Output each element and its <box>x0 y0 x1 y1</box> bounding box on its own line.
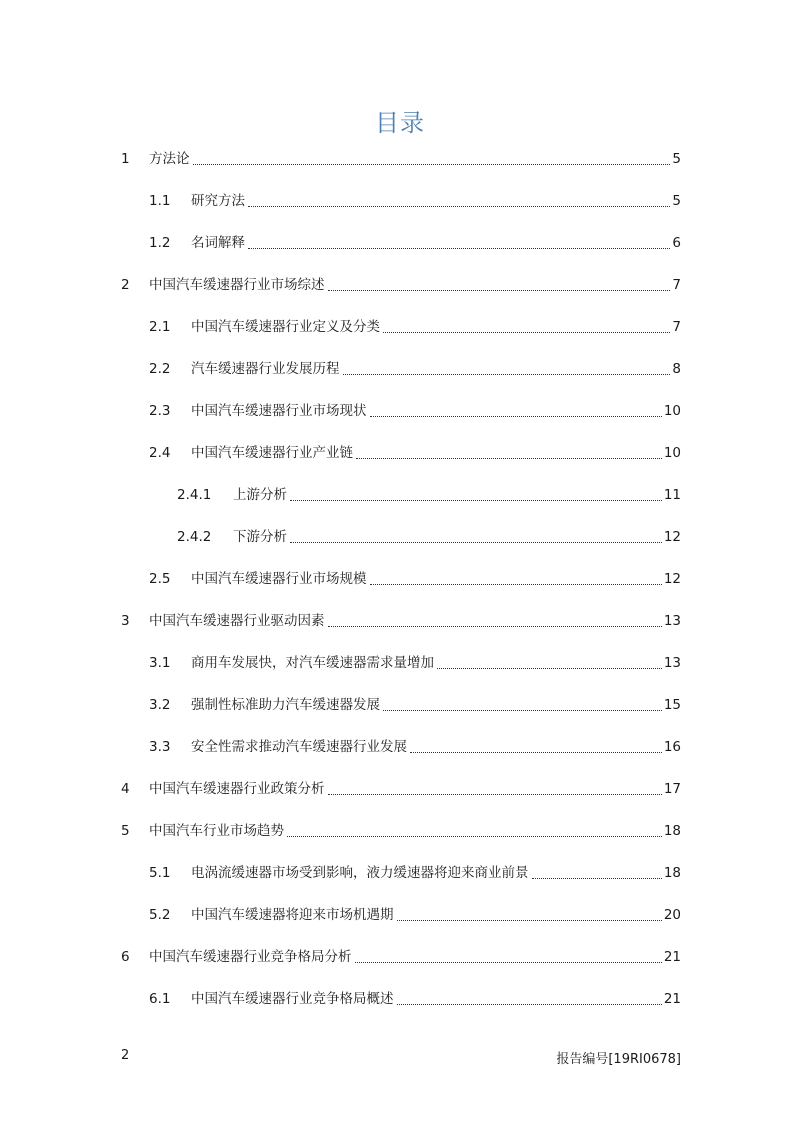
toc-entry-number: 5.1 <box>149 865 171 882</box>
toc-entry-label: 安全性需求推动汽车缓速器行业发展 <box>191 739 407 756</box>
toc-dot-leader <box>290 541 662 543</box>
toc-entry-6[interactable] <box>121 937 681 979</box>
toc-entry-number: 3.3 <box>149 739 171 756</box>
toc-dot-leader <box>287 835 662 837</box>
toc-title: 目录 <box>375 109 425 137</box>
toc-entry-page: 18 <box>663 823 681 840</box>
toc-dot-leader <box>383 709 662 711</box>
toc-entry-2-4-1[interactable] <box>121 475 681 517</box>
toc-entry-number: 2.1 <box>149 319 171 336</box>
toc-entry-page: 12 <box>663 571 681 588</box>
toc-entry-1[interactable] <box>121 139 681 181</box>
toc-entry-page: 7 <box>672 277 681 294</box>
toc-dot-leader <box>370 583 662 585</box>
toc-entry-2-4[interactable] <box>121 433 681 475</box>
footer-report-id: 报告编号[19RI0678] <box>556 1052 681 1067</box>
toc-entry-number: 1.2 <box>149 235 171 252</box>
toc-entry-label: 方法论 <box>149 151 190 168</box>
toc-entry-number: 2.5 <box>149 571 171 588</box>
toc-entry-label: 中国汽车缓速器行业驱动因素 <box>149 613 325 630</box>
toc-entry-number: 3.2 <box>149 697 171 714</box>
toc-entry-label: 商用车发展快，对汽车缓速器需求量增加 <box>191 655 434 672</box>
toc-entry-6-1[interactable] <box>121 979 681 1021</box>
toc-entry-5[interactable] <box>121 811 681 853</box>
toc-entry-label: 中国汽车缓速器行业竞争格局概述 <box>191 991 394 1008</box>
toc-dot-leader <box>437 667 662 669</box>
toc-entry-label: 中国汽车缓速器行业产业链 <box>191 445 353 462</box>
toc-entry-page: 13 <box>663 655 681 672</box>
toc-entry-page: 5 <box>672 193 681 210</box>
toc-entry-page: 5 <box>672 151 681 168</box>
toc-dot-leader <box>532 877 662 879</box>
toc-entry-label: 中国汽车行业市场趋势 <box>149 823 284 840</box>
toc-entry-number: 3.1 <box>149 655 171 672</box>
toc-entry-number: 5 <box>121 823 130 840</box>
toc-entry-label: 中国汽车缓速器行业市场综述 <box>149 277 325 294</box>
toc-entry-2[interactable] <box>121 265 681 307</box>
toc-entry-label: 中国汽车缓速器将迎来市场机遇期 <box>191 907 394 924</box>
toc-entry-3-3[interactable] <box>121 727 681 769</box>
toc-entry-number: 1 <box>121 151 130 168</box>
toc-dot-leader <box>248 247 670 249</box>
toc-dot-leader <box>370 415 662 417</box>
toc-entry-page: 21 <box>663 991 681 1008</box>
toc-dot-leader <box>355 961 662 963</box>
toc-entry-page: 15 <box>663 697 681 714</box>
toc-dot-leader <box>383 331 670 333</box>
toc-dot-leader <box>356 457 662 459</box>
toc-entry-3[interactable] <box>121 601 681 643</box>
toc-entry-number: 4 <box>121 781 130 798</box>
toc-entry-1-1[interactable] <box>121 181 681 223</box>
toc-dot-leader <box>410 751 662 753</box>
toc-entry-page: 10 <box>663 403 681 420</box>
toc-entry-number: 1.1 <box>149 193 171 210</box>
toc-entry-page: 6 <box>672 235 681 252</box>
toc-entry-number: 2.4.2 <box>177 529 212 546</box>
toc-entry-5-2[interactable] <box>121 895 681 937</box>
toc-entry-page: 12 <box>663 529 681 546</box>
toc-entry-page: 7 <box>672 319 681 336</box>
toc-entry-page: 20 <box>663 907 681 924</box>
toc-dot-leader <box>328 793 662 795</box>
toc-entry-2-4-2[interactable] <box>121 517 681 559</box>
toc-entry-number: 2 <box>121 277 130 294</box>
toc-entry-label: 中国汽车缓速器行业定义及分类 <box>191 319 380 336</box>
toc-entry-label: 汽车缓速器行业发展历程 <box>191 361 340 378</box>
toc-entry-page: 16 <box>663 739 681 756</box>
toc-entry-label: 下游分析 <box>233 529 287 546</box>
toc-entry-number: 2.2 <box>149 361 171 378</box>
toc-entry-number: 3 <box>121 613 130 630</box>
table-of-contents <box>121 139 681 1021</box>
toc-dot-leader <box>193 163 671 165</box>
toc-entry-page: 18 <box>663 865 681 882</box>
toc-entry-number: 2.4.1 <box>177 487 212 504</box>
toc-entry-4[interactable] <box>121 769 681 811</box>
toc-dot-leader <box>328 289 671 291</box>
toc-entry-label: 中国汽车缓速器行业市场现状 <box>191 403 367 420</box>
toc-entry-label: 研究方法 <box>191 193 245 210</box>
toc-entry-5-1[interactable] <box>121 853 681 895</box>
toc-entry-2-3[interactable] <box>121 391 681 433</box>
toc-entry-number: 5.2 <box>149 907 171 924</box>
toc-dot-leader <box>290 499 662 501</box>
toc-entry-label: 强制性标准助力汽车缓速器发展 <box>191 697 380 714</box>
toc-entry-page: 11 <box>663 487 681 504</box>
toc-dot-leader <box>248 205 670 207</box>
toc-entry-number: 2.4 <box>149 445 171 462</box>
toc-entry-2-2[interactable] <box>121 349 681 391</box>
toc-dot-leader <box>328 625 662 627</box>
toc-entry-page: 21 <box>663 949 681 966</box>
toc-entry-number: 6 <box>121 949 130 966</box>
toc-entry-label: 上游分析 <box>233 487 287 504</box>
toc-entry-label: 中国汽车缓速器行业政策分析 <box>149 781 325 798</box>
toc-entry-label: 电涡流缓速器市场受到影响，液力缓速器将迎来商业前景 <box>191 865 529 882</box>
toc-entry-3-1[interactable] <box>121 643 681 685</box>
toc-entry-2-5[interactable] <box>121 559 681 601</box>
toc-entry-1-2[interactable] <box>121 223 681 265</box>
toc-entry-label: 中国汽车缓速器行业市场规模 <box>191 571 367 588</box>
toc-entry-label: 中国汽车缓速器行业竞争格局分析 <box>149 949 352 966</box>
toc-entry-page: 17 <box>663 781 681 798</box>
toc-entry-label: 名词解释 <box>191 235 245 252</box>
toc-entry-page: 10 <box>663 445 681 462</box>
footer-page-number: 2 <box>121 1048 130 1063</box>
toc-dot-leader <box>397 919 662 921</box>
toc-entry-number: 2.3 <box>149 403 171 420</box>
toc-dot-leader <box>397 1003 662 1005</box>
toc-entry-3-2[interactable] <box>121 685 681 727</box>
toc-entry-page: 13 <box>663 613 681 630</box>
toc-entry-number: 6.1 <box>149 991 171 1008</box>
toc-entry-page: 8 <box>672 361 681 378</box>
toc-entry-2-1[interactable] <box>121 307 681 349</box>
toc-dot-leader <box>343 373 671 375</box>
